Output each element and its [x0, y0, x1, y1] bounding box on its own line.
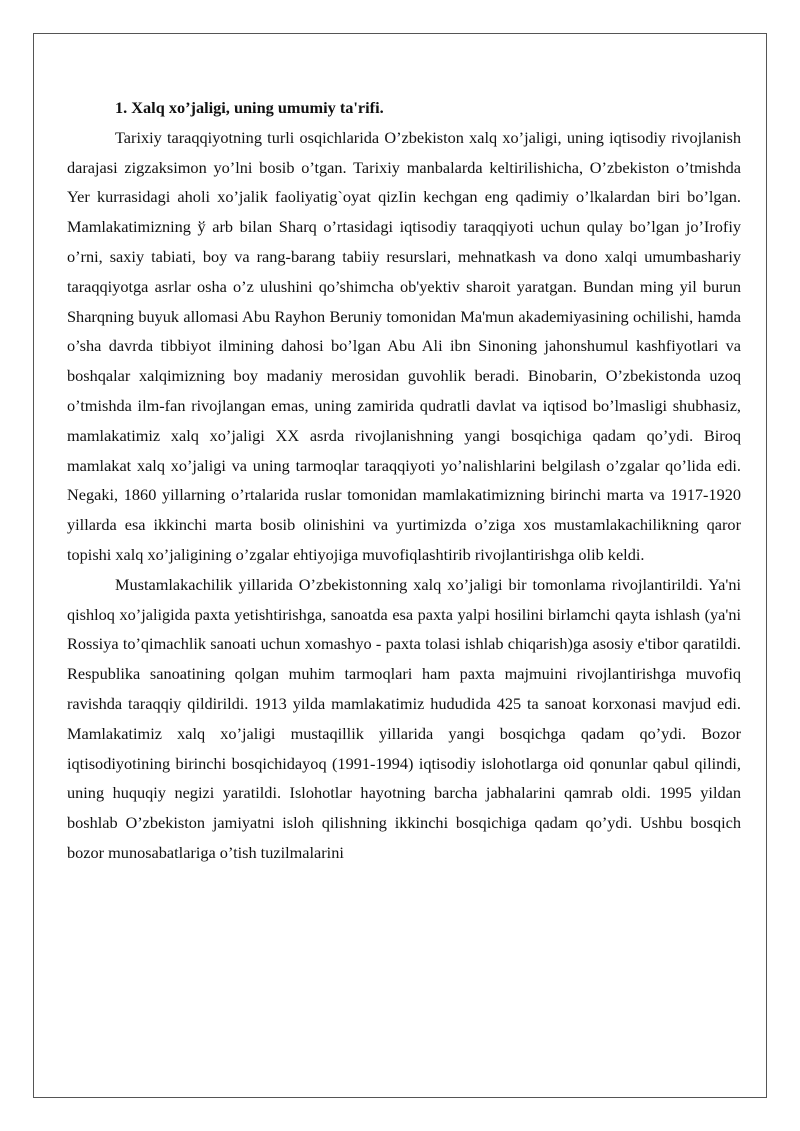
document-body [67, 93, 741, 868]
paragraph: Mustamlakachilik yillarida O’zbekistonning xalq xo’jaligi bir tomonlama rivojlantirildi. Ya'ni qishloq xo’jaligida paxta yetishtirishga, sanoatda esa paxta yalpi hosilini birlamchi qayta ishlash (ya'ni Rossiya to’qimachlik sanoati uchun xomashyo - paxta tolasi ishlab chiqarish)ga asosiy e'tibor qaratildi. Respublika sanoatining qolgan muhim tarmoqlari ham paxta majmuini rivojlantirishga muvofiq ravishda taraqqiy qildirildi. 1913 yilda mamlakatimiz hududida 425 ta sanoat korxonasi mavjud edi. Mamlakatimiz xalq xo’jaligi mustaqillik yillarida yangi bosqichga qadam qo’ydi. Bozor iqtisodiyotining birinchi bosqichidayoq (1991-1994) iqtisodiy islohotlarga oid qonunlar qabul qilindi, uning huquqiy negizi yaratildi. Islohotlar hayotning barcha jabhalarini qamrab oldi. 1995 yildan boshlab O’zbekiston jamiyatni isloh qilishning ikkinchi bosqichiga qadam qo’ydi. Ushbu bosqich bozor munosabatlariga o’tish tuzilmalarini [67, 574, 741, 862]
section-heading: 1. Xalq xo’jaligi, uning umumiy ta'rifi. [115, 98, 384, 117]
paragraph: Tarixiy taraqqiyotning turli osqichlarida O’zbekiston xalq xo’jaligi, uning iqtisodiy rivojlanish darajasi zigzaksimon yo’lni bosib o’tgan. Tarixiy manbalarda keltirilishicha, O’zbekiston o’tmishda Yer kurrasidagi aholi xo’jalik faoliyatig`oyat qizIin kechgan eng qadimiy o’lkalardan biri bo’lgan. Mamlakatimizning ў arb bilan Sharq o’rtasidagi iqtisodiy taraqqiyoti uchun qulay bo’lgan jo’Irofiy o’rni, saxiy tabiati, boy va rang-barang tabiiy resurslari, mehnatkash va dono xalqi umumbashariy taraqqiyotga asrlar osha o’z ulushini qo’shimcha ob'yektiv sharoit yaratgan. Bundan ming yil burun Sharqning buyuk allomasi Abu Rayhon Beruniy tomonidan Ma'mun akademiyasining ochilishi, hamda o’sha davrda tibbiyot ilmining dahosi bo’lgan Abu Ali ibn Sinoning jahonshumul kashfiyotlari va boshqalar xalqimizning boy madaniy merosidan guvohlik beradi. Binobarin, O’zbekistonda uzoq o’tmishda ilm-fan rivojlangan emas, uning zamirida qudratli davlat va iqtisod bo’lmasligi shubhasiz, mamlakatimiz xalq xo’jaligi XX asrda rivojlanishning yangi bosqichiga qadam qo’ydi. Biroq mamlakat xalq xo’jaligi va uning tarmoqlar taraqqiyoti yo’nalishlarini belgilash o’zgalar qo’lida edi. Negaki, 1860 yillarning o’rtalarida ruslar tomonidan mamlakatimizning birinchi marta va 1917-1920 yillarda esa ikkinchi marta bosib olinishini va yurtimizda o’ziga xos mustamlakachilikning qaror topishi xalq xo’jaligining o’zgalar ehtiyojiga muvofiqlashtirib rivojlantirishga olib keldi. [67, 127, 741, 564]
